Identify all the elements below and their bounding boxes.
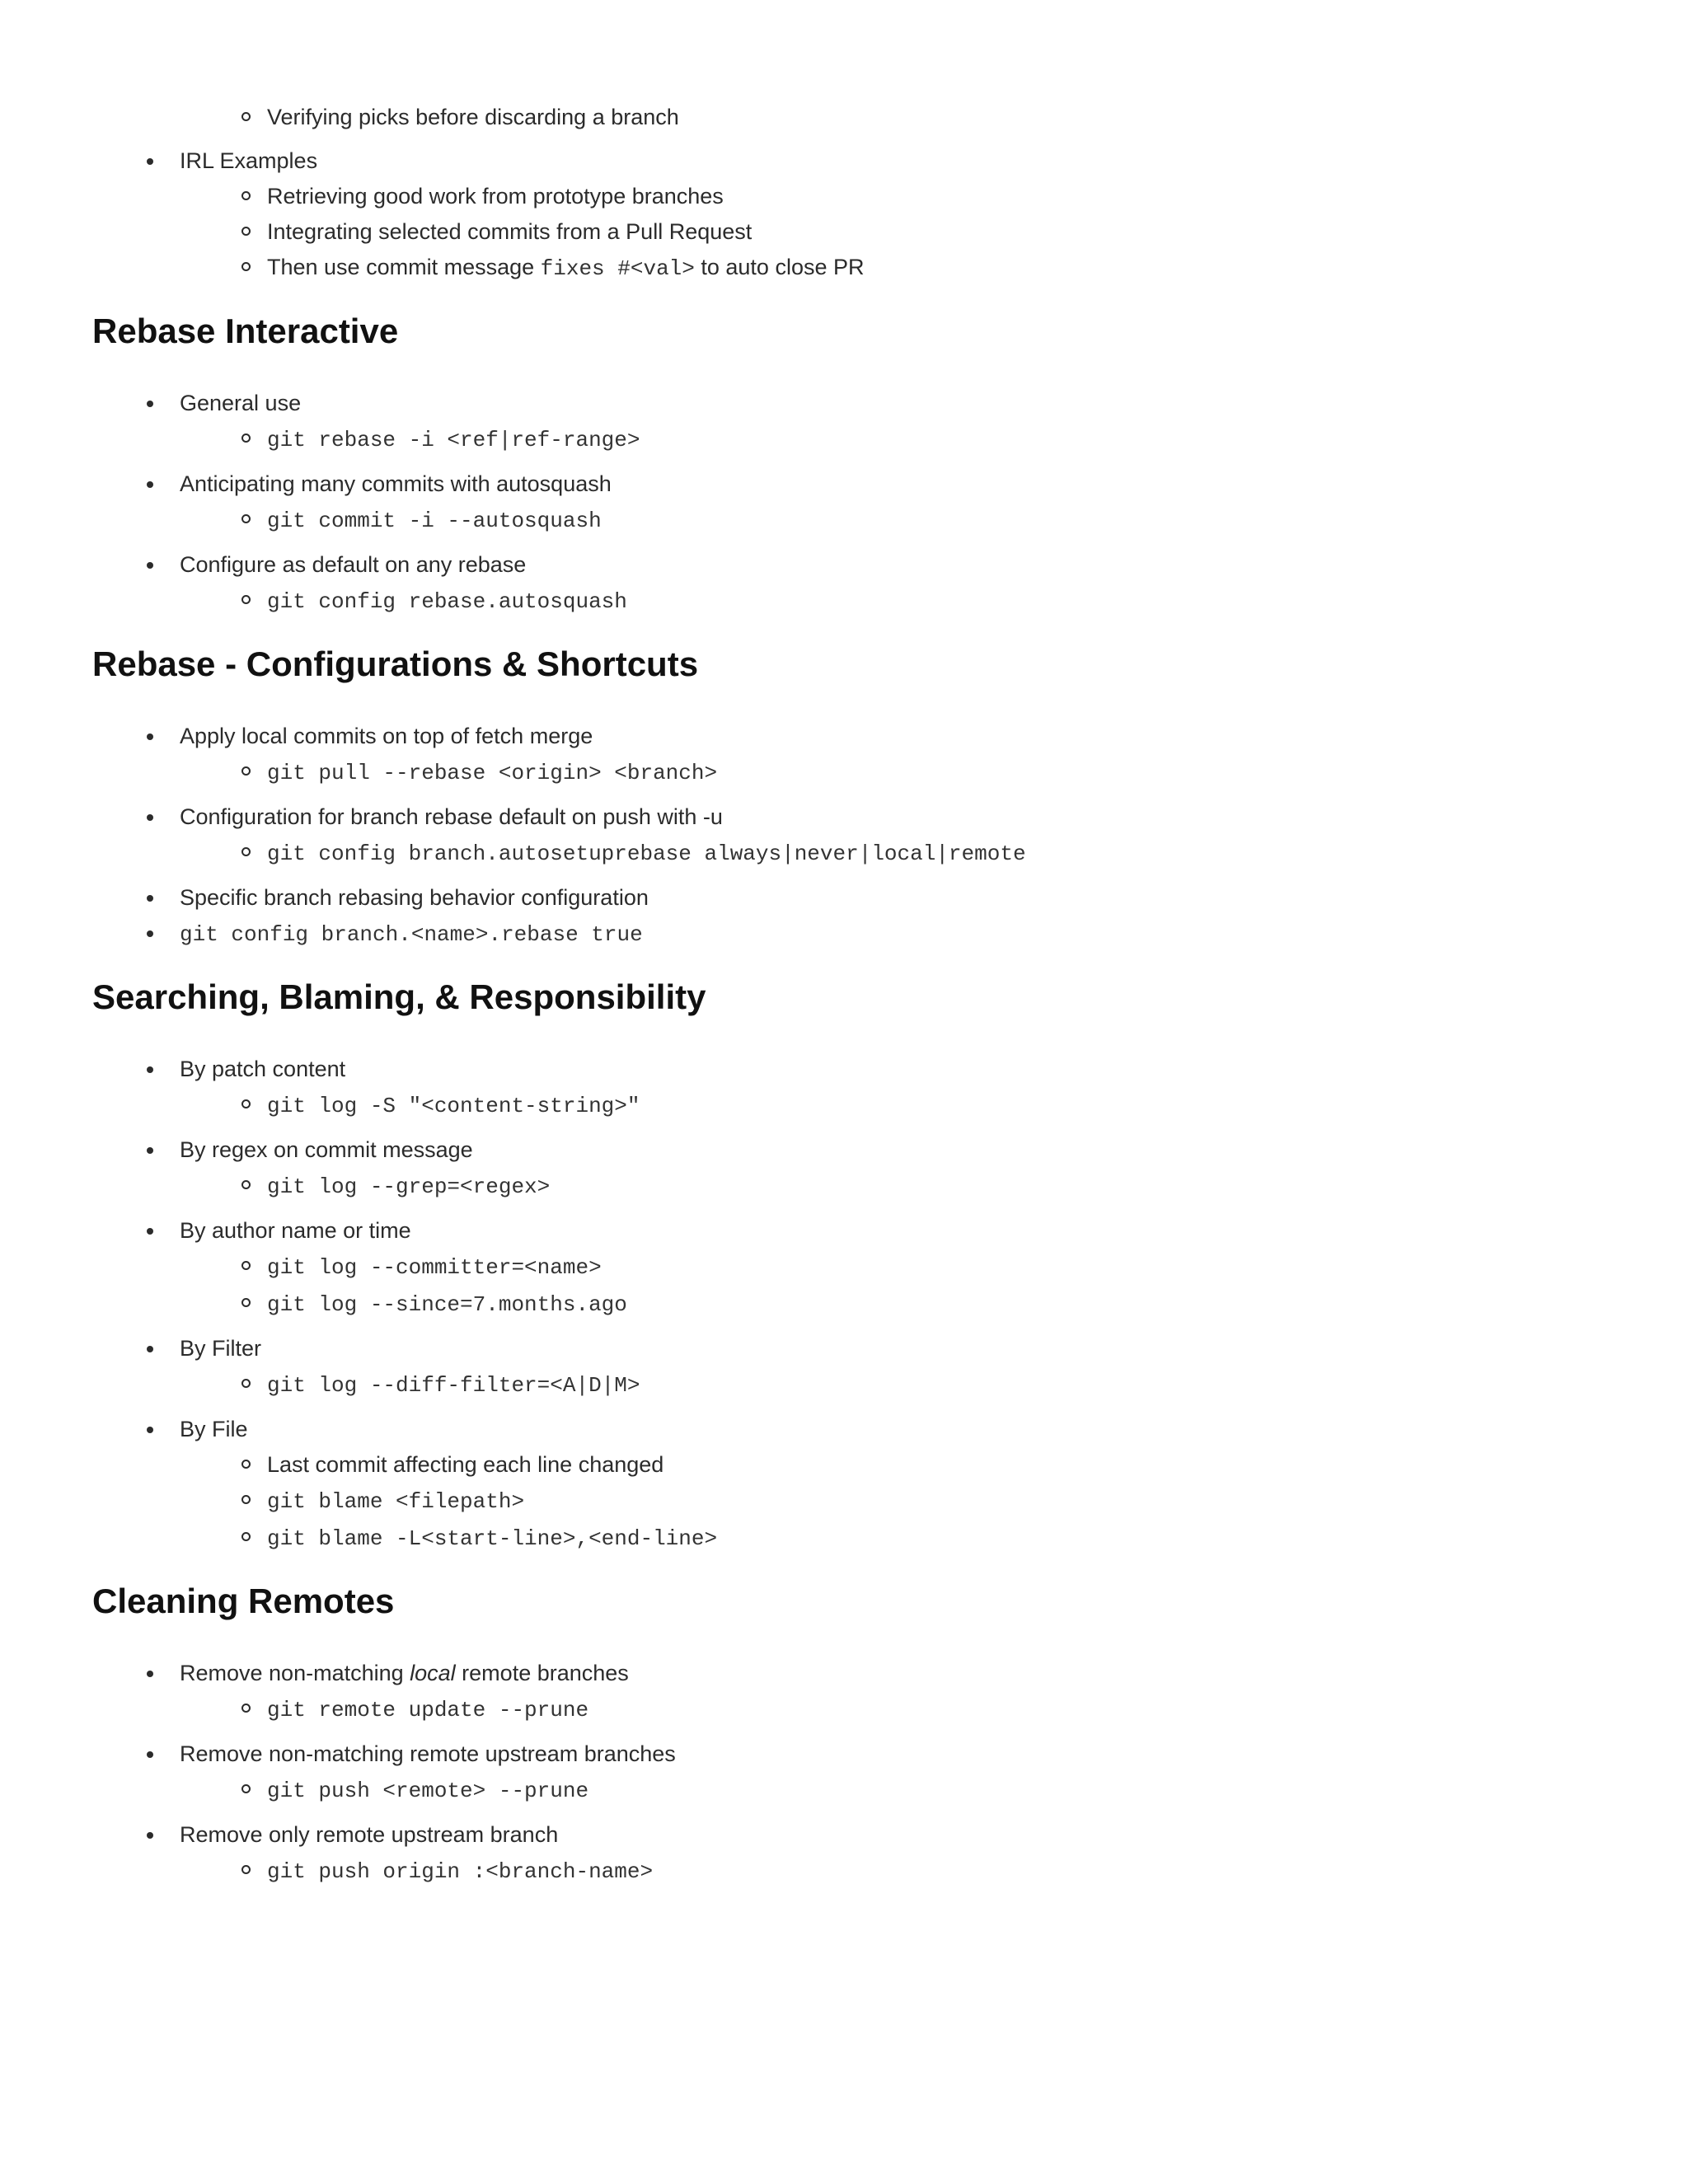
section-heading: Cleaning Remotes bbox=[92, 1582, 395, 1620]
inline-code: git blame <filepath> bbox=[267, 1489, 525, 1514]
inline-code: git push <remote> --prune bbox=[267, 1779, 589, 1803]
cleaning-list bbox=[92, 1656, 1592, 1890]
section-heading: Rebase - Configurations & Shortcuts bbox=[92, 644, 699, 683]
item-text: IRL Examples bbox=[180, 148, 318, 173]
item-text: Integrating selected commits from a Pull Request bbox=[267, 219, 753, 244]
item-text: Last commit affecting each line changed bbox=[267, 1452, 664, 1477]
item-text: By Filter bbox=[180, 1336, 262, 1361]
item-text: Retrieving good work from prototype branches bbox=[267, 184, 724, 209]
sublist bbox=[180, 1087, 1592, 1124]
continued-list bbox=[92, 100, 1592, 135]
list-item bbox=[180, 466, 1592, 539]
item-text: Then use commit message bbox=[267, 255, 541, 279]
list-item bbox=[267, 1447, 1592, 1483]
sublist bbox=[180, 754, 1592, 791]
list-item-irl bbox=[180, 143, 1592, 287]
list-item bbox=[267, 835, 1592, 872]
inline-code: git rebase -i <ref|ref-range> bbox=[267, 428, 640, 452]
sublist bbox=[180, 421, 1592, 458]
list-item bbox=[267, 1853, 1592, 1890]
item-text: By patch content bbox=[180, 1057, 346, 1081]
inline-code: git log -S "<content-string>" bbox=[267, 1094, 640, 1118]
list-item bbox=[267, 1249, 1592, 1286]
continued-sublist bbox=[180, 100, 1592, 135]
list-item bbox=[267, 754, 1592, 791]
inline-code: git config branch.autosetuprebase always|never|local|remote bbox=[267, 841, 1026, 866]
inline-code: fixes #<val> bbox=[540, 256, 695, 281]
inline-code: git log --diff-filter=<A|D|M> bbox=[267, 1373, 640, 1398]
list-item bbox=[267, 1691, 1592, 1728]
item-text: to auto close PR bbox=[694, 255, 865, 279]
list-item bbox=[180, 1213, 1592, 1323]
inline-code: git pull --rebase <origin> <branch> bbox=[267, 761, 718, 785]
item-text: By author name or time bbox=[180, 1218, 411, 1243]
item-text: remote branches bbox=[455, 1661, 629, 1685]
inline-code: git config rebase.autosquash bbox=[267, 589, 627, 614]
section-searching bbox=[92, 974, 1592, 1557]
list-item bbox=[180, 1132, 1592, 1205]
item-text: Configuration for branch rebase default on push with -u bbox=[180, 804, 723, 829]
list-item bbox=[180, 1656, 1592, 1728]
list-item bbox=[267, 583, 1592, 620]
list-item bbox=[180, 719, 1592, 791]
list-item bbox=[267, 1772, 1592, 1809]
section-cleaning-remotes bbox=[92, 1578, 1592, 1890]
list-item bbox=[267, 1286, 1592, 1323]
sublist bbox=[180, 1447, 1592, 1557]
list-item bbox=[267, 421, 1592, 458]
list-item bbox=[267, 1483, 1592, 1520]
emphasis-text: local bbox=[410, 1661, 456, 1685]
list-item bbox=[267, 1520, 1592, 1557]
inline-code: git blame -L<start-line>,<end-line> bbox=[267, 1526, 718, 1551]
sublist bbox=[180, 583, 1592, 620]
inline-code: git config branch.<name>.rebase true bbox=[180, 922, 643, 947]
item-text: General use bbox=[180, 391, 302, 415]
sublist bbox=[180, 1853, 1592, 1890]
list-item bbox=[267, 179, 1592, 214]
item-text: Remove only remote upstream branch bbox=[180, 1822, 559, 1847]
list-item bbox=[180, 880, 1592, 916]
list-item bbox=[267, 100, 1592, 135]
inline-code: git commit -i --autosquash bbox=[267, 509, 602, 533]
list-item bbox=[180, 1412, 1592, 1557]
item-text: By File bbox=[180, 1417, 248, 1441]
list-item bbox=[180, 386, 1592, 458]
list-item bbox=[267, 1366, 1592, 1404]
searching-list bbox=[92, 1052, 1592, 1557]
sublist bbox=[180, 1772, 1592, 1809]
list-item bbox=[267, 250, 1592, 287]
item-text: Remove non-matching bbox=[180, 1661, 410, 1685]
list-item bbox=[180, 916, 1592, 953]
list-item bbox=[180, 1331, 1592, 1404]
item-text: By regex on commit message bbox=[180, 1137, 473, 1162]
list-item bbox=[180, 1817, 1592, 1890]
irl-list bbox=[92, 143, 1592, 287]
item-text: Configure as default on any rebase bbox=[180, 552, 527, 577]
inline-code: git log --committer=<name> bbox=[267, 1255, 602, 1280]
sublist bbox=[180, 1366, 1592, 1404]
section-rebase-interactive bbox=[92, 308, 1592, 620]
list-item bbox=[180, 1052, 1592, 1124]
document-content bbox=[92, 0, 1592, 1890]
item-text: Apply local commits on top of fetch merge bbox=[180, 724, 593, 748]
list-item bbox=[267, 1168, 1592, 1205]
list-item bbox=[267, 214, 1592, 250]
list-item bbox=[267, 1087, 1592, 1124]
inline-code: git log --since=7.months.ago bbox=[267, 1292, 627, 1317]
section-heading: Rebase Interactive bbox=[92, 312, 399, 350]
item-text: Specific branch rebasing behavior configuration bbox=[180, 885, 649, 910]
item-text: Verifying picks before discarding a branch bbox=[267, 105, 679, 129]
sublist bbox=[180, 1691, 1592, 1728]
rebase-interactive-list bbox=[92, 386, 1592, 620]
item-text: Remove non-matching remote upstream branches bbox=[180, 1741, 676, 1766]
inline-code: git push origin :<branch-name> bbox=[267, 1859, 654, 1884]
continued-item bbox=[180, 100, 1592, 135]
list-item bbox=[180, 799, 1592, 872]
sublist bbox=[180, 1249, 1592, 1323]
list-item bbox=[180, 547, 1592, 620]
list-item bbox=[267, 502, 1592, 539]
section-rebase-config bbox=[92, 641, 1592, 953]
sublist bbox=[180, 835, 1592, 872]
inline-code: git log --grep=<regex> bbox=[267, 1174, 551, 1199]
item-text: Anticipating many commits with autosquash bbox=[180, 471, 612, 496]
section-heading: Searching, Blaming, & Responsibility bbox=[92, 977, 706, 1016]
rebase-config-list bbox=[92, 719, 1592, 953]
list-item bbox=[180, 1736, 1592, 1809]
sublist bbox=[180, 1168, 1592, 1205]
irl-sublist bbox=[180, 179, 1592, 287]
inline-code: git remote update --prune bbox=[267, 1698, 589, 1722]
sublist bbox=[180, 502, 1592, 539]
